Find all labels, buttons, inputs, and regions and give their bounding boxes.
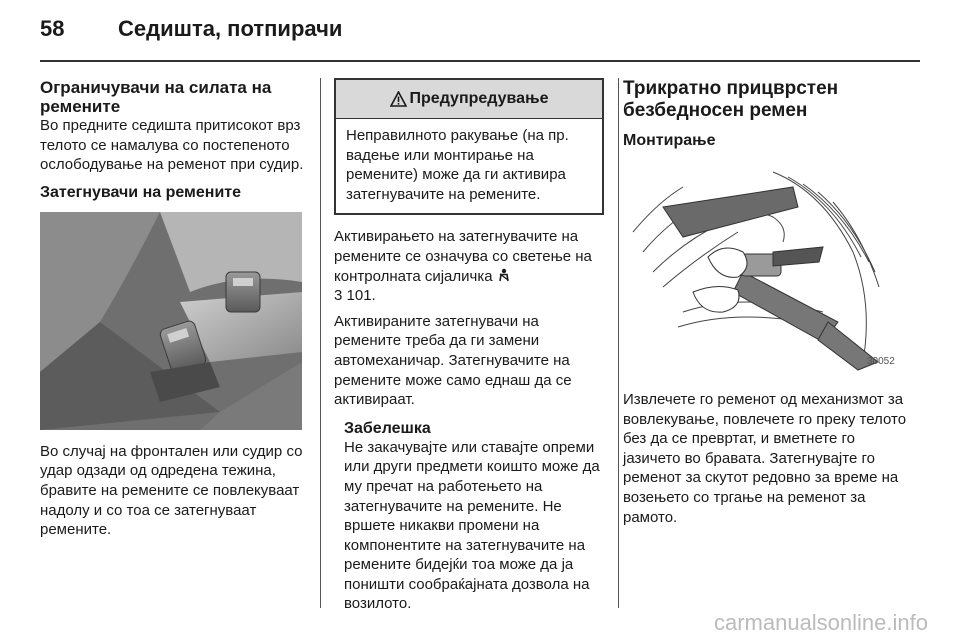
heading-three-point-belt: Трикратно прицврстен безбедносен ремен: [623, 78, 839, 121]
page-reference: 101.: [346, 287, 376, 305]
column-3: [623, 78, 908, 527]
warning-triangle-icon: [390, 91, 407, 107]
heading-fitting: Монтирање: [623, 132, 716, 149]
column-1: [40, 78, 308, 540]
watermark: carmanualsonline.info: [713, 610, 928, 635]
figure-code: 30052: [867, 356, 895, 367]
note-title: Забелешка: [344, 419, 431, 437]
activation-indicator-text: Активирањето на затегнувачите на ремените се означува со светење на контролната сијаличка: [334, 228, 592, 285]
warning-title: Предупредување: [409, 90, 549, 107]
page-number: 58: [40, 16, 65, 41]
page-reference-arrow-icon: 3: [334, 287, 343, 305]
seatbelt-fitting-illustration: [623, 162, 903, 372]
warning-box: [334, 78, 604, 215]
seat-buckle-illustration: [40, 212, 302, 430]
page-header: [40, 8, 920, 58]
paragraph-activation-indicator: [334, 227, 604, 305]
paragraph-force-limiters: Во предните седишта притисокот врз телото се намалува со постепеното ослободување на ременот при судир.: [40, 117, 304, 174]
seatbelt-pretensioner-warning-icon: [497, 268, 511, 282]
header-rule: [40, 60, 920, 62]
paragraph-fitting-instructions: Извлечете го ременот од механизмот за вовлекување, повлечете го преку телото без да се превртат, и вметнете го јазичето во бравата. Затегнувајте го ременот за скутот редовно за време на возењето со тргање на ременот за рамото.: [623, 391, 907, 526]
heading-force-limiters: Ограничувачи на силата на ремените: [40, 78, 272, 116]
heading-pretensioners: Затегнувачи на ремените: [40, 183, 242, 201]
seatbelt-drawing: [623, 162, 903, 372]
page-title: Седишта, потпирачи: [118, 16, 343, 41]
buckle-drawing: [40, 212, 302, 430]
column-divider-2: [618, 78, 619, 608]
note-text: Не закачувајте или ставајте опреми или други предмети коишто може да му пречат на работењето на затегнувачите на ремените. Не вршете никакви промени на компонентите на затегнувачите на ремените бидејќи тоа може да ја поништи сообраќајната дозвола на возилото.: [344, 438, 600, 613]
paragraph-pretensioners: Во случај на фронтален или судир со удар одзади од одредена тежина, бравите на ремените се повлекуваат надолу и со тоа се затегнуваат ремените.: [40, 442, 303, 539]
warning-text: Неправилното ракување (на пр. вадење или монтирање на ремените) може да ги активира затегнувачите на ремените.: [346, 127, 569, 203]
paragraph-replace-pretensioners: Активираните затегнувачи на ремените треба да ги замени автомеханичар. Затегнувачите на ремените може само еднаш да се активираат.: [334, 312, 572, 409]
column-divider-1: [320, 78, 321, 608]
warning-header: [336, 80, 602, 119]
note-block: [334, 419, 604, 614]
column-2: [334, 78, 604, 614]
